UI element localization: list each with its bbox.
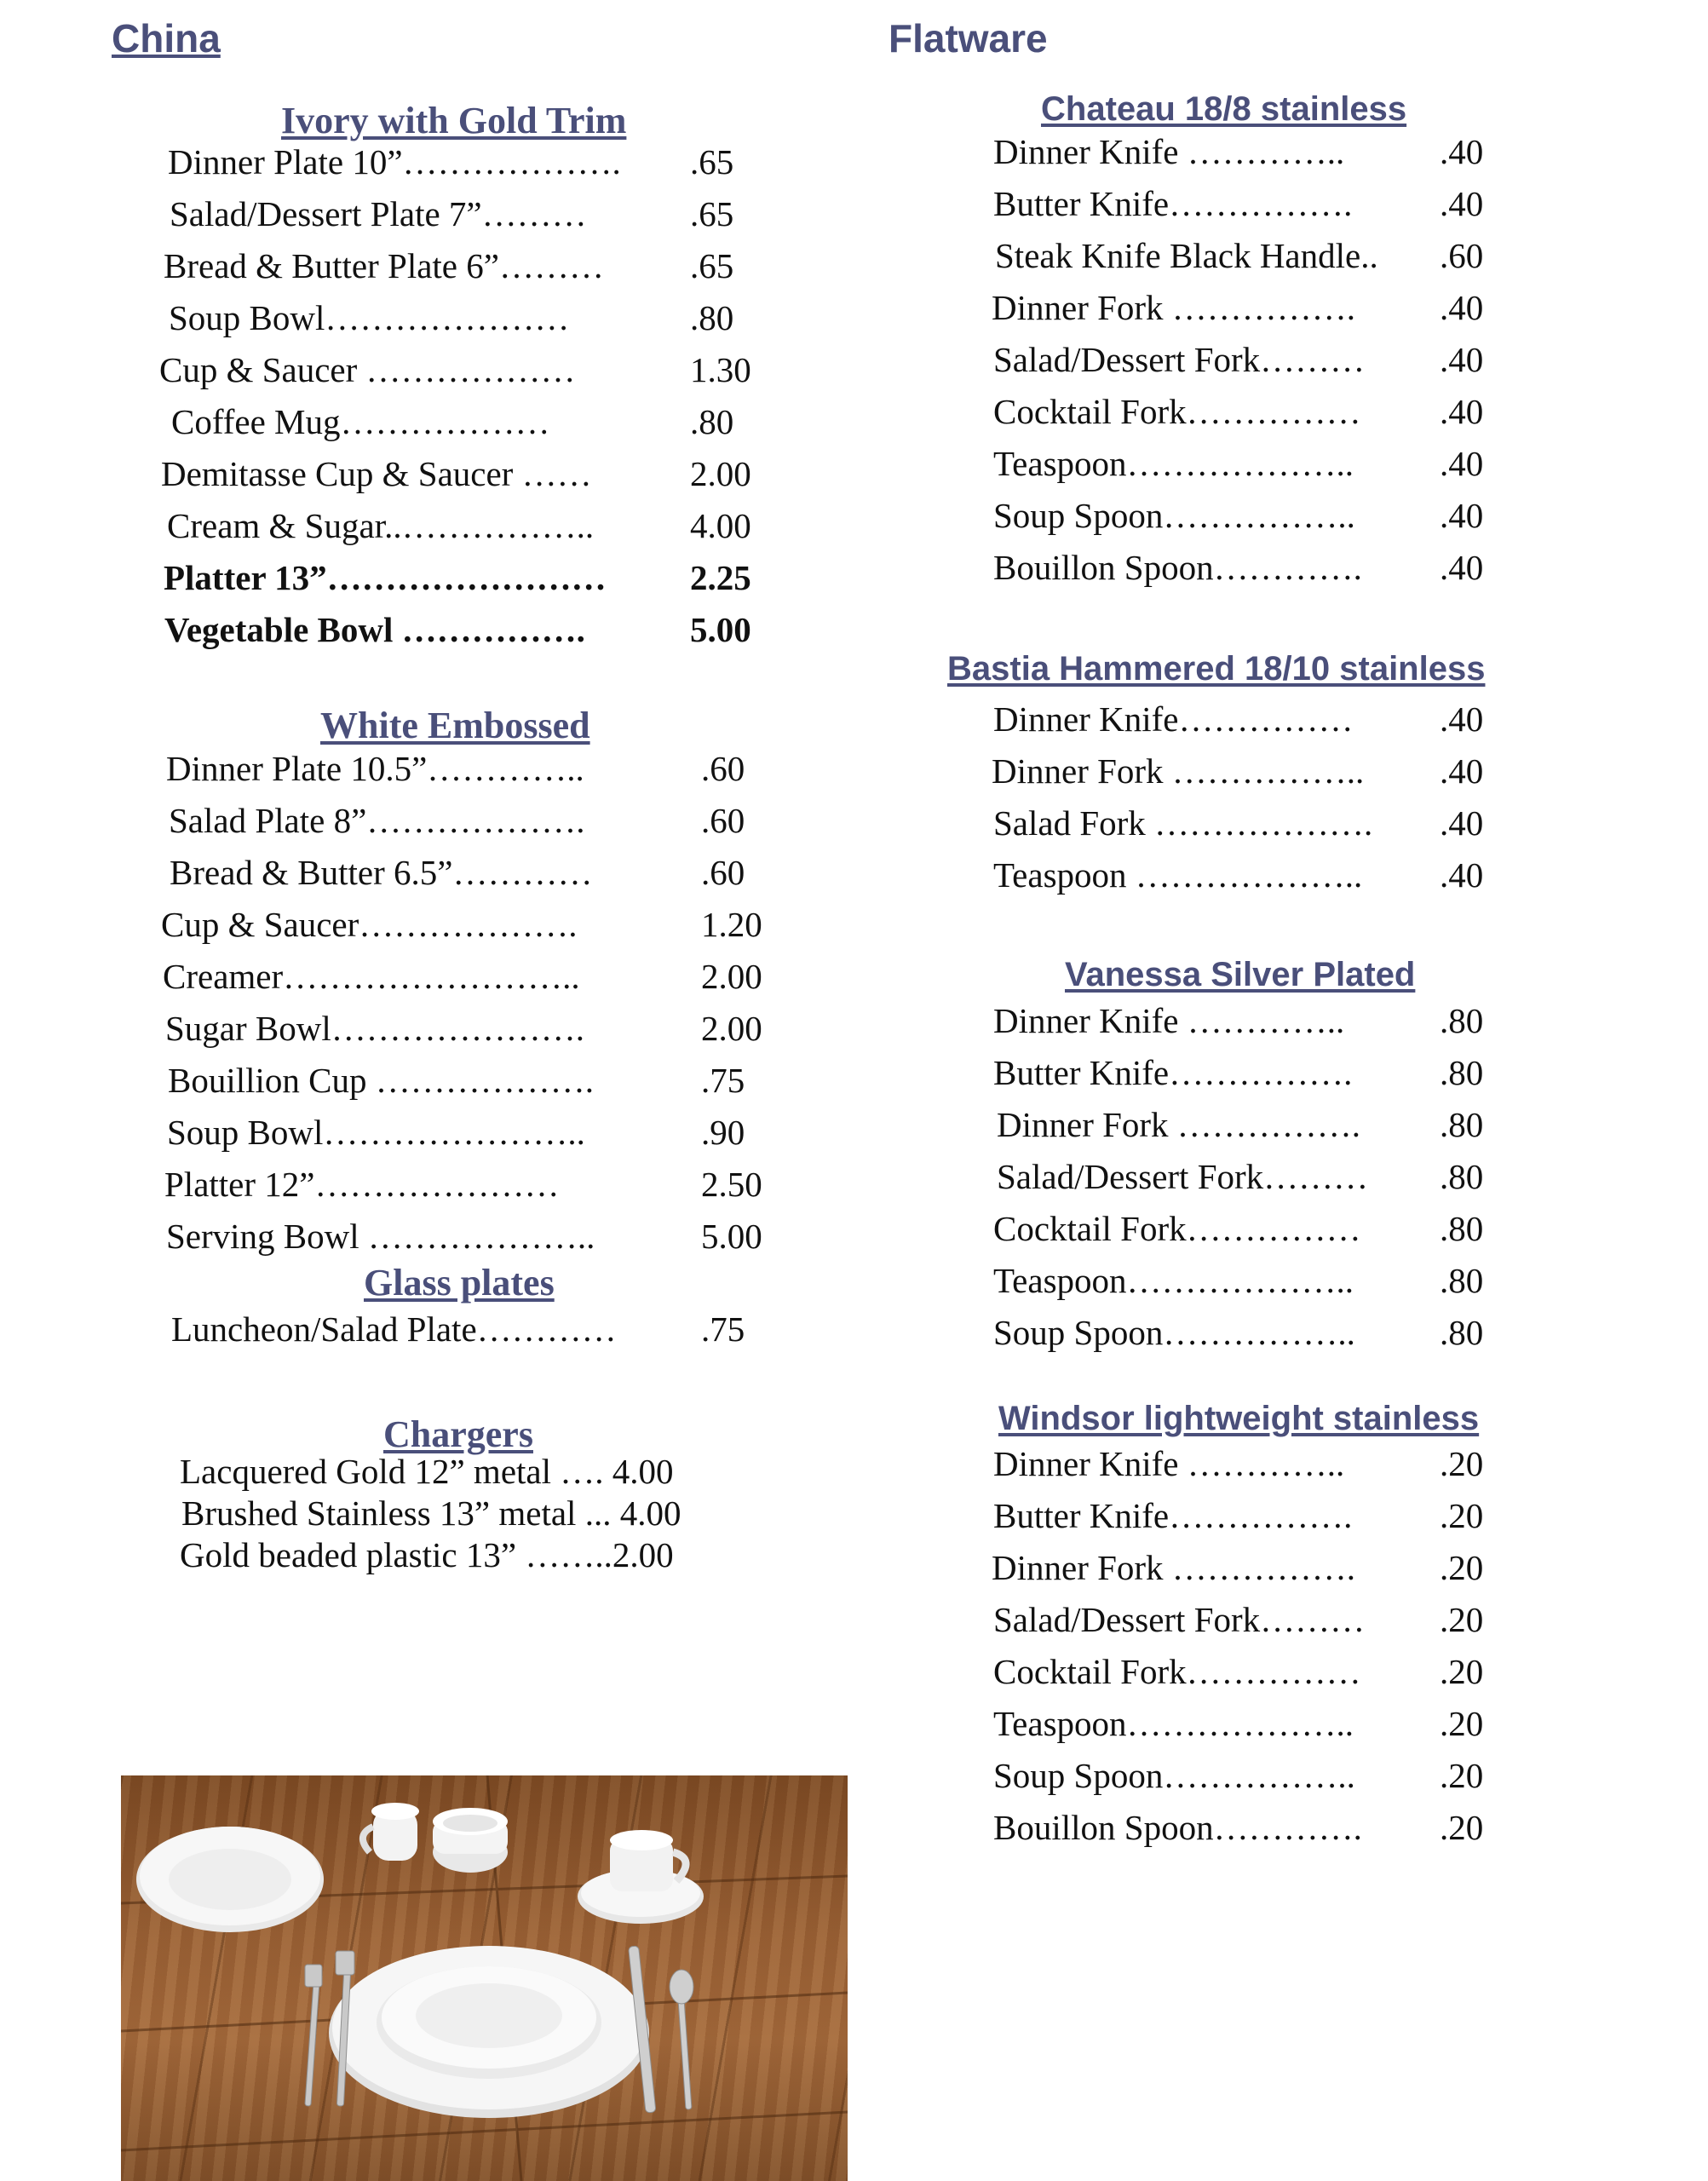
list-item	[995, 1646, 1506, 1698]
item-price: .40	[1440, 392, 1484, 431]
vanessa-title: Vanessa Silver Plated	[1065, 956, 1416, 993]
knife-and-spoon	[629, 1946, 693, 2113]
list-item	[161, 448, 779, 500]
item-price: .40	[1440, 184, 1484, 223]
list-item	[159, 344, 779, 396]
flatware-heading: Flatware	[889, 16, 1048, 60]
item-name: Dinner Knife……………	[993, 699, 1354, 739]
item-name: Soup Bowl…………………..	[167, 1113, 585, 1152]
item-price: 5.00	[701, 1217, 762, 1256]
list-item	[166, 552, 779, 604]
chargers-list	[180, 1451, 776, 1576]
item-price: .20	[1440, 1496, 1484, 1535]
item-name: Dinner Knife …………..	[993, 132, 1345, 171]
list-item	[995, 1151, 1506, 1203]
list-item	[995, 1307, 1506, 1359]
side-plate-left	[136, 1827, 324, 1932]
list-item	[995, 126, 1506, 178]
list-item	[166, 136, 779, 188]
item-price: 2.50	[701, 1165, 762, 1204]
item-price: .80	[1440, 1261, 1484, 1300]
bastia-title: Bastia Hammered 18/10 stainless	[947, 650, 1486, 688]
item-price: .80	[1440, 1157, 1484, 1196]
chateau-list	[992, 126, 1506, 594]
table-setting-illustration	[121, 1775, 848, 2181]
item-name: Salad/Dessert Fork………	[993, 1600, 1366, 1639]
item-price: .20	[1440, 1444, 1484, 1483]
item-name: Salad/Dessert Plate 7”………	[170, 194, 587, 233]
list-item	[166, 604, 779, 656]
item-name: Cocktail Fork……………	[993, 392, 1361, 431]
chargers-title: Chargers	[383, 1413, 533, 1455]
item-name: Teaspoon………………..	[993, 1704, 1354, 1743]
list-item	[995, 1802, 1506, 1854]
list-item	[166, 396, 779, 448]
item-name: Dinner Fork ……………..	[992, 751, 1365, 791]
list-item	[995, 693, 1506, 745]
list-item	[166, 240, 779, 292]
item-price: .80	[1440, 1313, 1484, 1352]
list-item	[995, 1255, 1506, 1307]
item-name: Butter Knife…………….	[993, 1496, 1353, 1535]
chateau-title: Chateau 18/8 stainless	[1041, 90, 1407, 128]
item-name: Bouillon Spoon………….	[993, 1808, 1362, 1847]
item-name: Luncheon/Salad Plate…………	[171, 1309, 617, 1349]
list-item	[992, 282, 1506, 334]
item-price: 4.00	[690, 506, 751, 545]
item-name: Creamer……………………..	[163, 957, 580, 996]
item-price: .80	[1440, 1209, 1484, 1248]
item-price: .75	[701, 1061, 745, 1100]
item-name: Dinner Plate 10”……………….	[168, 142, 621, 181]
item-name: Butter Knife…………….	[993, 1053, 1353, 1092]
list-item	[166, 743, 779, 795]
list-item	[995, 490, 1506, 542]
list-item	[166, 795, 779, 847]
list-item	[166, 292, 779, 344]
list-item	[995, 1698, 1506, 1750]
item-price: .80	[1440, 1001, 1484, 1040]
item-price: 1.20	[701, 905, 762, 944]
list-item	[161, 899, 779, 951]
ivory-gold-trim-title: Ivory with Gold Trim	[281, 100, 627, 141]
item-name: Serving Bowl ………………..	[166, 1217, 595, 1256]
vanessa-list	[995, 995, 1506, 1359]
item-name: Cup & Saucer……………….	[161, 905, 578, 944]
item-name: Soup Bowl…………………	[169, 298, 570, 337]
item-name: Platter 13”……………………	[164, 558, 607, 597]
item-name: Vegetable Bowl …………….	[164, 610, 585, 649]
item-price: .20	[1440, 1548, 1484, 1587]
item-name: Bread & Butter Plate 6”………	[164, 246, 604, 285]
list-item: Brushed Stainless 13” metal ... 4.00	[181, 1493, 681, 1533]
sugar-bowl	[433, 1808, 508, 1873]
item-name: Bouillion Cup ……………….	[168, 1061, 595, 1100]
item-name: Salad/Dessert Fork………	[993, 340, 1366, 379]
item-price: .90	[701, 1113, 745, 1152]
item-price: .60	[701, 801, 745, 840]
white-embossed-title: White Embossed	[320, 705, 590, 746]
item-price: 2.00	[701, 957, 762, 996]
item-name: Salad Plate 8”……………….	[169, 801, 585, 840]
item-name: Sugar Bowl………………….	[165, 1009, 584, 1048]
item-price: .60	[701, 853, 745, 892]
item-name: Teaspoon ………………..	[993, 855, 1363, 895]
ivory-gold-trim-list	[159, 136, 779, 656]
item-name: Dinner Knife …………..	[993, 1001, 1345, 1040]
list-item	[995, 230, 1506, 282]
list-item: Lacquered Gold 12” metal …. 4.00	[180, 1452, 674, 1491]
item-name: Platter 12”…………………	[164, 1165, 560, 1204]
list-item	[163, 951, 779, 1003]
list-item	[166, 1107, 779, 1159]
list-item	[995, 386, 1506, 438]
item-price: 2.00	[690, 454, 751, 493]
bastia-list	[992, 693, 1506, 901]
list-item	[995, 542, 1506, 594]
glass-plates-title: Glass plates	[364, 1262, 555, 1303]
item-name: Cup & Saucer ………………	[159, 350, 576, 389]
item-name: Steak Knife Black Handle..	[995, 236, 1378, 275]
item-name: Soup Spoon……………..	[993, 1756, 1355, 1795]
item-name: Teaspoon………………..	[993, 1261, 1354, 1300]
item-price: .40	[1440, 548, 1484, 587]
glass-plates-list	[166, 1303, 779, 1355]
item-name: Teaspoon………………..	[993, 444, 1354, 483]
table-setting-photo	[121, 1775, 848, 2181]
item-name: Demitasse Cup & Saucer ……	[161, 454, 592, 493]
item-name: Salad Fork ……………….	[993, 803, 1373, 843]
item-name: Cocktail Fork……………	[993, 1209, 1361, 1248]
item-price: 2.25	[690, 558, 751, 597]
item-price: .65	[690, 246, 734, 285]
item-name: Salad/Dessert Fork………	[997, 1157, 1369, 1196]
list-item	[166, 1211, 779, 1263]
item-price: .75	[701, 1309, 745, 1349]
item-price: .20	[1440, 1600, 1484, 1639]
item-price: .40	[1440, 751, 1484, 791]
list-item	[995, 438, 1506, 490]
list-item	[992, 745, 1506, 797]
windsor-list	[992, 1438, 1506, 1854]
item-name: Bread & Butter 6.5”…………	[170, 853, 593, 892]
item-price: .40	[1440, 496, 1484, 535]
list-item	[995, 1594, 1506, 1646]
item-name: Dinner Knife …………..	[993, 1444, 1345, 1483]
list-item	[995, 178, 1506, 230]
list-item	[992, 1542, 1506, 1594]
item-price: 5.00	[690, 610, 751, 649]
item-name: Soup Spoon……………..	[993, 496, 1355, 535]
item-price: .65	[690, 142, 734, 181]
item-price: .40	[1440, 132, 1484, 171]
item-price: .65	[690, 194, 734, 233]
list-item	[166, 1055, 779, 1107]
item-price: .60	[701, 749, 745, 788]
item-name: Cream & Sugar..……………..	[167, 506, 595, 545]
item-name: Dinner Fork …………….	[997, 1105, 1361, 1144]
list-item	[166, 500, 779, 552]
item-price: .40	[1440, 855, 1484, 895]
list-item	[995, 1203, 1506, 1255]
list-item	[995, 1750, 1506, 1802]
item-price: .20	[1440, 1756, 1484, 1795]
item-name: Cocktail Fork……………	[993, 1652, 1361, 1691]
item-price: .40	[1440, 803, 1484, 843]
item-price: .20	[1440, 1808, 1484, 1847]
item-price: .20	[1440, 1704, 1484, 1743]
list-item	[166, 1303, 779, 1355]
item-price: .80	[1440, 1053, 1484, 1092]
list-item	[995, 1099, 1506, 1151]
item-price: .40	[1440, 288, 1484, 327]
list-item	[995, 1490, 1506, 1542]
list-item	[166, 1159, 779, 1211]
list-item	[995, 849, 1506, 901]
creamer	[363, 1803, 419, 1861]
item-name: Soup Spoon……………..	[993, 1313, 1355, 1352]
list-item: Gold beaded plastic 13” ……..2.00	[180, 1535, 674, 1574]
item-price: .20	[1440, 1652, 1484, 1691]
item-name: Butter Knife…………….	[993, 184, 1353, 223]
list-item	[995, 1047, 1506, 1099]
list-item	[995, 1438, 1506, 1490]
item-name: Dinner Fork …………….	[992, 288, 1356, 327]
list-item	[995, 334, 1506, 386]
item-price: .80	[1440, 1105, 1484, 1144]
item-price: .80	[690, 402, 734, 441]
item-price: .80	[690, 298, 734, 337]
item-name: Dinner Fork …………….	[992, 1548, 1356, 1587]
list-item	[166, 847, 779, 899]
item-price: 2.00	[701, 1009, 762, 1048]
list-item	[166, 1003, 779, 1055]
item-price: 1.30	[690, 350, 751, 389]
item-name: Dinner Plate 10.5”…………..	[166, 749, 584, 788]
white-embossed-list	[161, 743, 779, 1263]
china-heading: China	[112, 16, 221, 60]
windsor-title: Windsor lightweight stainless	[998, 1400, 1480, 1437]
item-price: .60	[1440, 236, 1484, 275]
item-name: Bouillon Spoon………….	[993, 548, 1362, 587]
list-item	[995, 995, 1506, 1047]
list-item	[995, 797, 1506, 849]
item-price: .40	[1440, 340, 1484, 379]
item-name: Coffee Mug………………	[171, 402, 550, 441]
list-item	[166, 188, 779, 240]
dinner-plate-stack	[329, 1946, 649, 2118]
item-price: .40	[1440, 699, 1484, 739]
cup-and-saucer	[578, 1830, 704, 1924]
item-price: .40	[1440, 444, 1484, 483]
